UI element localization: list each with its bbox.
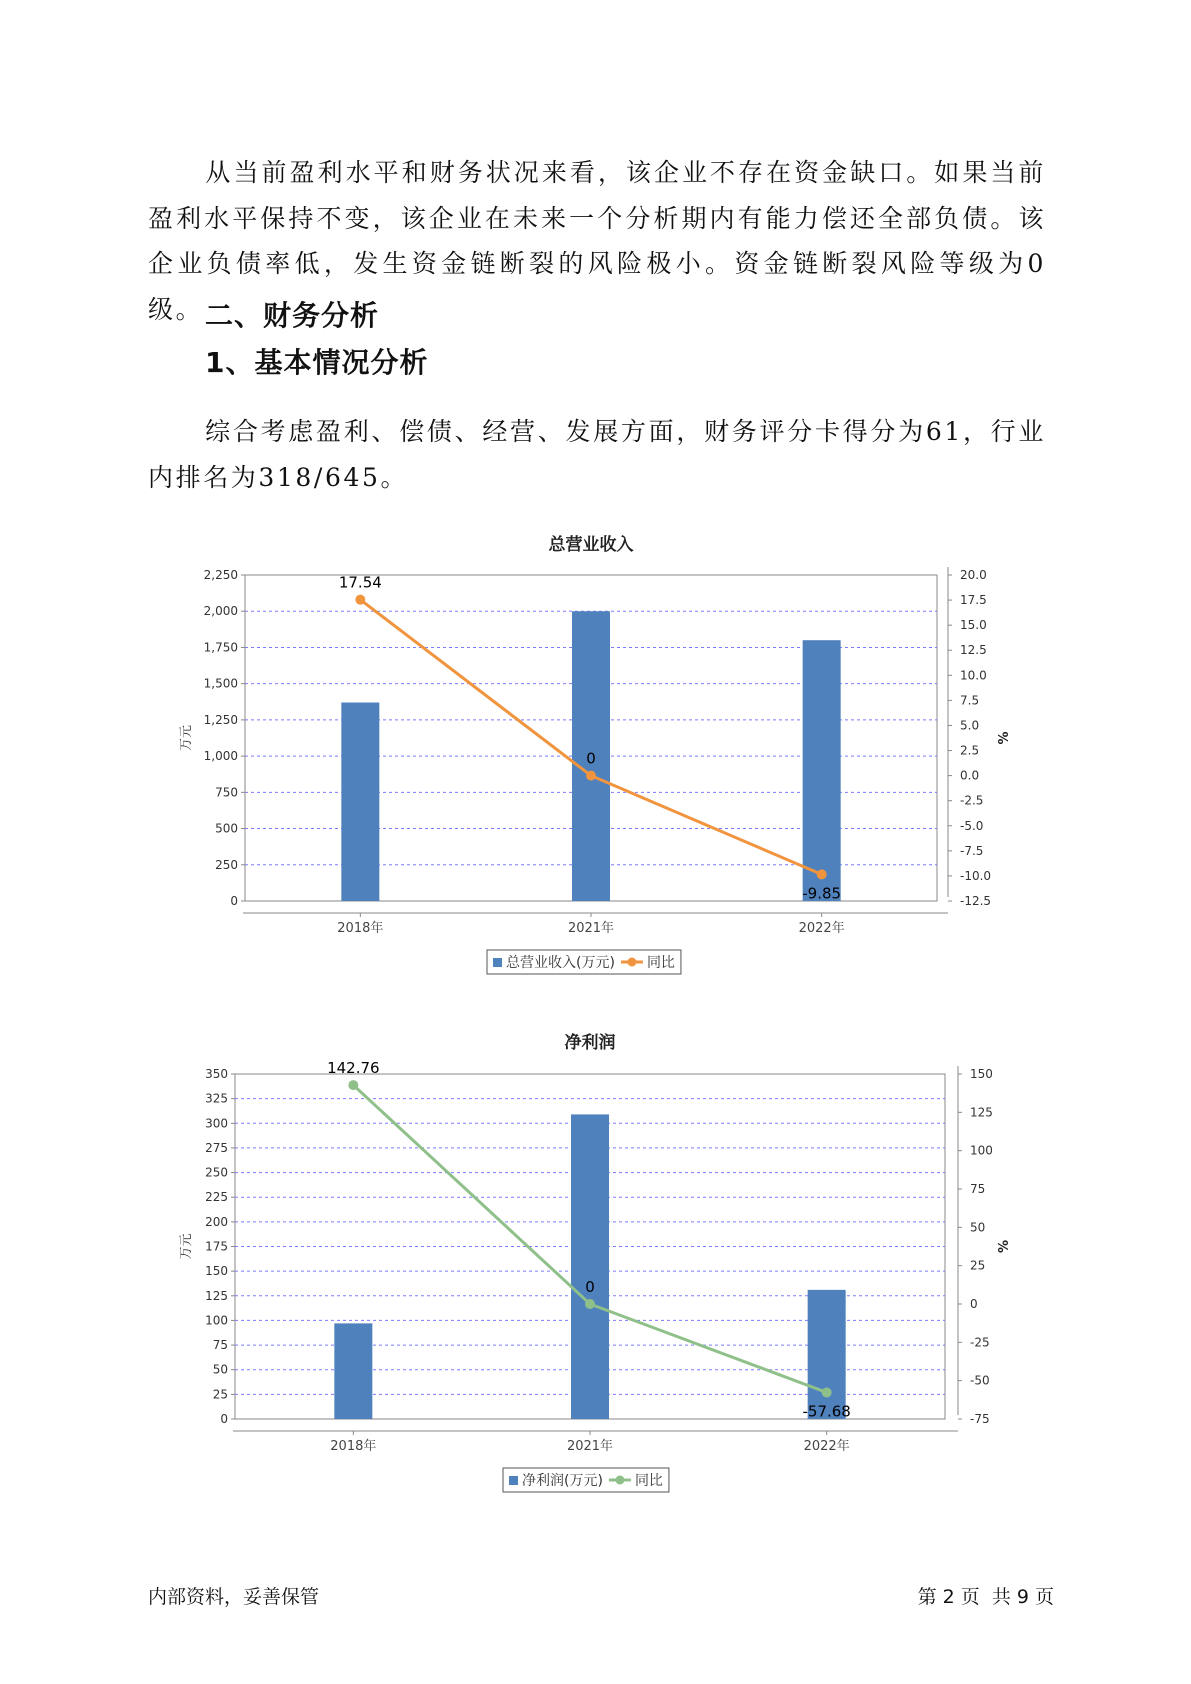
paragraph-scorecard [148,409,1046,500]
subsection-heading: 1、基本情况分析 [205,346,429,379]
y-tick-label: 100 [205,1313,228,1328]
y2-tick-label: 7.5 [960,693,980,708]
y-tick-label: 275 [205,1140,228,1155]
footer-confidential-note: 内部资料，妥善保管 [148,1586,320,1608]
legend-line-marker [615,1476,624,1485]
yoy-point [586,771,596,781]
data-label: 17.54 [338,573,382,592]
y-tick-label: 1,500 [203,676,238,691]
data-label: 142.76 [327,1059,380,1078]
paragraph-text: 综合考虑盈利、偿债、经营、发展方面，财务评分卡得分为61，行业内排名为318/645。 [148,417,1046,492]
data-label: 0 [585,1278,595,1296]
data-label: 0 [586,749,596,768]
net-profit-chart [0,1018,1191,1489]
y2-tick-label: 50 [970,1220,986,1235]
y-tick-label: 250 [215,857,238,872]
y2-tick-label: 2.5 [960,743,980,758]
y-tick-label: 75 [212,1338,228,1353]
y-tick-label: 300 [205,1116,228,1131]
yoy-point [817,869,827,879]
y-tick-label: 0 [220,1412,228,1426]
paragraph-text: 从当前盈利水平和财务状况来看，该企业不存在资金缺口。如果当前盈利水平保持不变，该企业在未来一个分析期内有能力偿还全部负债。该企业负债率低，发生资金链断裂的风险极小。资金链断裂风险等级为0级。 [148,158,1046,324]
y-tick-label: 1,250 [203,712,238,727]
x-tick-label: 2021年 [567,921,615,936]
y2-tick-label: -75 [970,1412,990,1426]
bar [571,1114,609,1419]
chart-title: 总营业收入 [548,535,634,555]
y-tick-label: 750 [215,785,238,800]
y-axis-label: 万元 [179,724,194,752]
bar [341,703,379,901]
y2-tick-label: 17.5 [960,593,987,608]
y-tick-label: 25 [212,1387,228,1402]
bar [803,640,841,901]
bar [808,1290,846,1419]
chart-title: 净利润 [564,1033,616,1053]
y-tick-label: 50 [212,1362,228,1377]
y-tick-label: 175 [205,1239,228,1254]
y-axis-label: 万元 [179,1233,194,1260]
y-tick-label: 2,250 [203,568,238,582]
y-tick-label: 500 [215,821,238,836]
chart-svg [0,1018,1191,1489]
legend-line-label: 同比 [634,1473,663,1489]
y2-tick-label: -25 [970,1335,990,1350]
y2-tick-label: 12.5 [960,643,987,658]
legend-bar-label: 净利润(万元) [522,1473,603,1489]
y2-tick-label: 0.0 [960,768,980,783]
data-label: -57.68 [802,1402,851,1421]
y2-tick-label: -2.5 [960,793,984,808]
bar [334,1323,372,1419]
x-tick-label: 2018年 [337,921,384,936]
y-tick-label: 125 [205,1288,228,1303]
y2-tick-label: -12.5 [960,894,992,908]
x-tick-label: 2022年 [803,1439,850,1454]
x-tick-label: 2021年 [566,1439,614,1454]
y2-tick-label: 20.0 [960,568,987,582]
y2-tick-label: -50 [970,1373,990,1388]
y2-tick-label: -10.0 [960,868,992,883]
yoy-point [585,1299,595,1309]
x-tick-label: 2022年 [798,921,845,936]
y2-tick-label: 25 [970,1258,986,1273]
y2-tick-label: 0 [970,1297,978,1311]
y2-axis-label: % [997,1239,1012,1254]
legend-bar-swatch [509,1476,518,1485]
y-tick-label: 1,750 [203,640,238,655]
y-tick-label: 325 [205,1091,228,1106]
footer-page-number: 第 2 页 共 9 页 [917,1586,1054,1608]
y2-tick-label: 100 [970,1143,993,1158]
revenue-chart [0,520,1191,980]
yoy-point [822,1387,832,1397]
y-tick-label: 250 [205,1165,228,1180]
legend-bar-swatch [493,958,502,967]
y-tick-label: 1,000 [203,749,238,764]
legend-line-marker [627,958,636,967]
y-tick-label: 0 [230,894,238,908]
y2-tick-label: -7.5 [960,843,984,858]
yoy-point [348,1080,358,1090]
y2-tick-label: 5.0 [960,718,980,733]
y-tick-label: 200 [205,1214,228,1229]
yoy-point [355,595,365,605]
y2-tick-label: 10.0 [960,668,987,683]
data-label: -9.85 [802,884,842,903]
y2-tick-label: 125 [970,1105,993,1120]
legend-line-label: 同比 [646,955,675,971]
y-tick-label: 150 [205,1264,228,1279]
y2-axis-label: % [997,731,1012,745]
y2-tick-label: -5.0 [960,818,984,833]
y-tick-label: 350 [205,1067,228,1081]
section-heading: 二、财务分析 [205,299,380,332]
y-tick-label: 225 [205,1190,228,1205]
y2-tick-label: 15.0 [960,618,987,633]
legend-bar-label: 总营业收入(万元) [506,955,615,971]
y2-tick-label: 150 [970,1067,993,1081]
chart-svg [0,520,1191,980]
x-tick-label: 2018年 [330,1439,377,1454]
y2-tick-label: 75 [970,1182,986,1196]
y-tick-label: 2,000 [203,604,238,619]
